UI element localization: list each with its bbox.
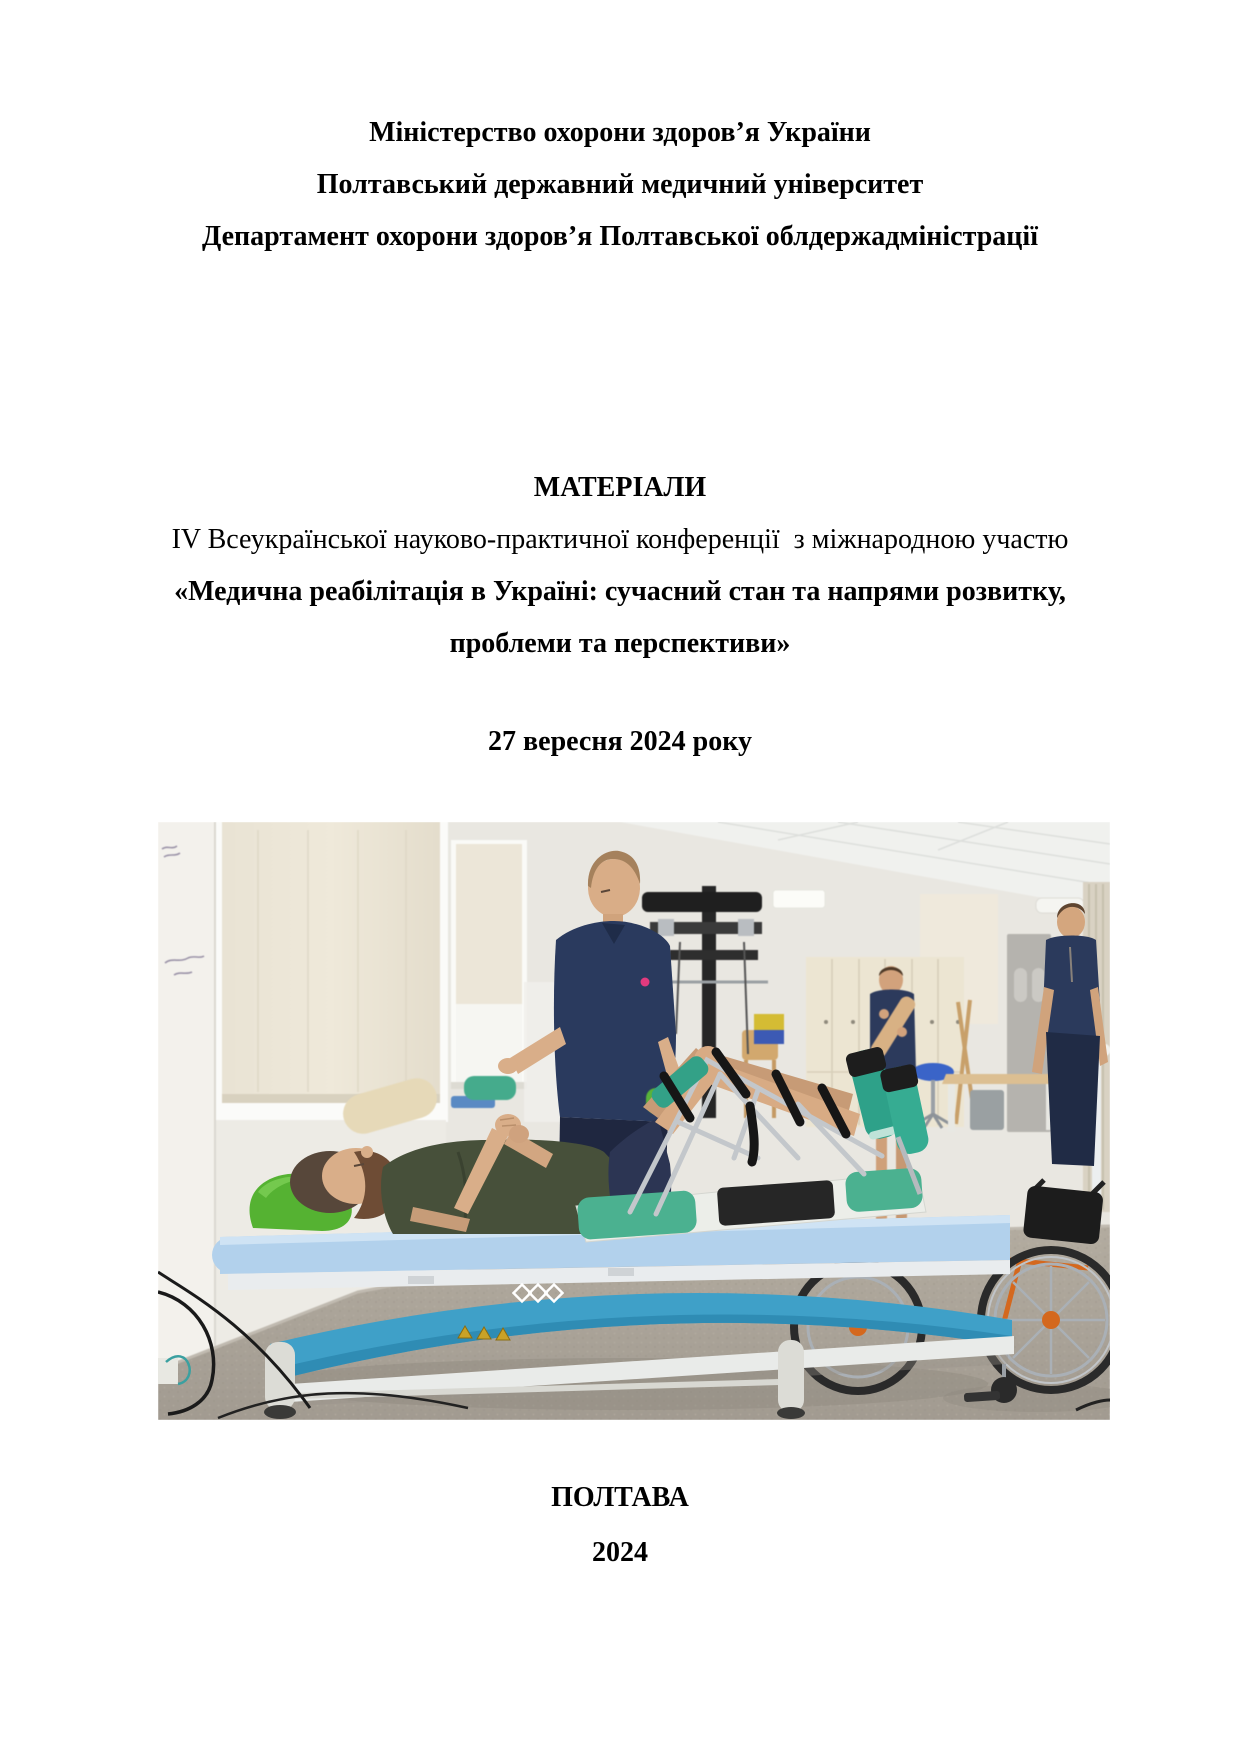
conference-subtitle: IV Всеукраїнської науково-практичної конференції з міжнародною участю: [171, 524, 1069, 555]
footer-city: ПОЛТАВА: [551, 1482, 689, 1513]
footer-year: 2024: [592, 1537, 648, 1568]
ceiling-light: [773, 890, 825, 908]
wall-pillar: [158, 822, 216, 1384]
window-blind-middle: [451, 840, 527, 1089]
title-block: [0, 462, 1240, 670]
document-footer: [0, 1470, 1240, 1580]
conference-name-line-2: проблеми та перспективи»: [449, 628, 791, 659]
conference-photo: [158, 822, 1110, 1420]
document-header: [0, 107, 1240, 263]
header-line-ministry: Міністерство охорони здоров’я України: [369, 117, 871, 148]
header-line-department: Департамент охорони здоров’я Полтавської облдержадміністрації: [202, 221, 1038, 252]
header-line-university: Полтавський державний медичний університет: [316, 169, 924, 200]
conference-name-line-1: «Медична реабілітація в Україні: сучасний стан та напрями розвитку,: [174, 576, 1066, 607]
materials-title: МАТЕРІАЛИ: [533, 472, 707, 503]
conference-date: 27 вересня 2024 року: [488, 726, 752, 757]
rehab-room-illustration: [158, 822, 1110, 1420]
